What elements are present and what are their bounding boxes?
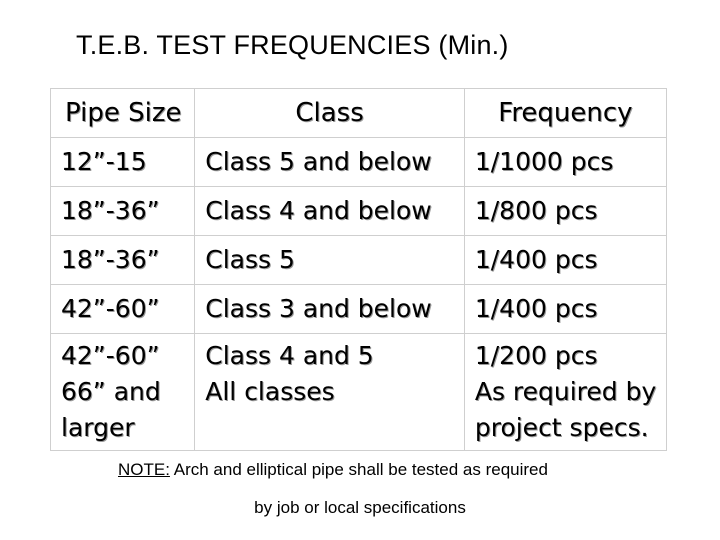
note-text: Arch and elliptical pipe shall be tested as required [169,460,548,479]
frequency-cell: 1/400 pcs [464,236,666,285]
test-frequency-table [50,88,667,451]
table-row [51,285,667,334]
class-cell: Class 5 [195,236,465,285]
class-cell: Class 3 and below [195,285,465,334]
note-line-1 [118,460,548,480]
pipe-size-cell: 18”-36” [51,236,195,285]
class-cell: Class 5 and below [195,138,465,187]
table-row [51,236,667,285]
table-row [51,138,667,187]
frequency-cell: 1/1000 pcs [464,138,666,187]
class-cell [195,334,465,451]
frequency-cell [464,334,666,451]
column-header-frequency: Frequency [464,89,666,138]
note-label: NOTE: [118,460,170,479]
class-line: Class 4 and 5 [205,341,374,370]
class-cell: Class 4 and below [195,187,465,236]
table-header-row [51,89,667,138]
frequency-line: 1/200 pcs [474,341,598,370]
column-header-pipe-size: Pipe Size [51,89,195,138]
table-row [51,187,667,236]
pipe-size-cell: 42”-60” [51,285,195,334]
page-title: T.E.B. TEST FREQUENCIES (Min.) [76,30,509,60]
class-line: All classes [205,377,335,406]
pipe-size-cell [51,334,195,451]
note-line-2: by job or local specifications [254,498,466,517]
frequency-cell: 1/800 pcs [464,187,666,236]
table-row [51,334,667,451]
frequency-cell: 1/400 pcs [464,285,666,334]
pipe-size-line: 42”-60” [61,341,160,370]
pipe-size-cell: 18”-36” [51,187,195,236]
column-header-class: Class [195,89,465,138]
pipe-size-cell: 12”-15 [51,138,195,187]
pipe-size-line: 66” and [61,377,161,406]
frequency-line: As required by [474,377,657,406]
pipe-size-line: larger [61,413,135,442]
frequency-line: project specs. [474,413,649,442]
